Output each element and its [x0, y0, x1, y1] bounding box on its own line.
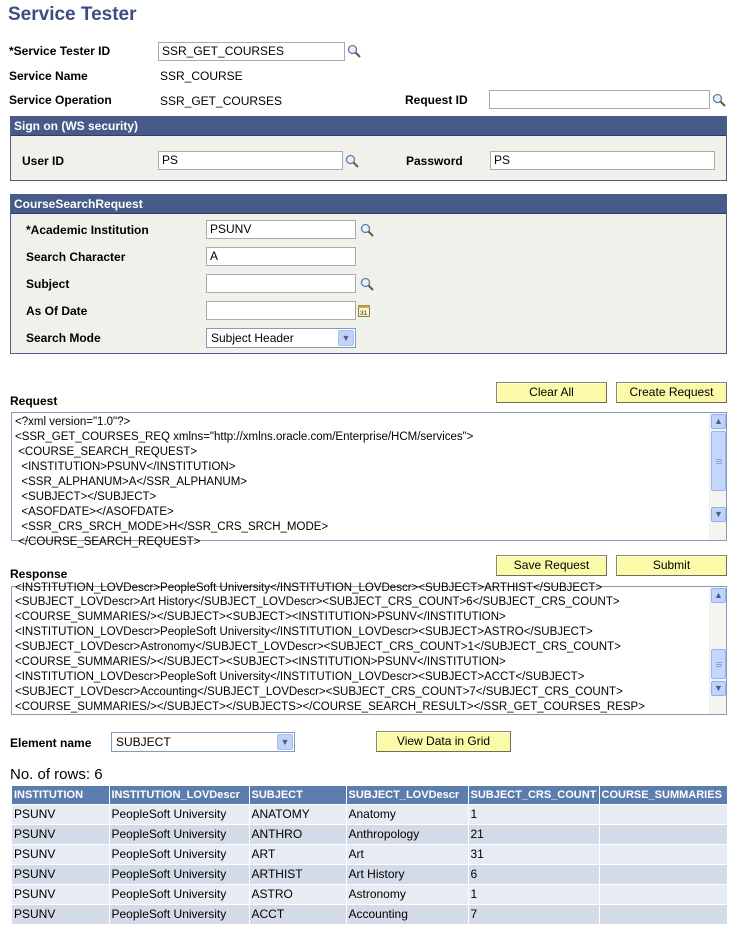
cell: 7 [468, 904, 599, 924]
cell: Anthropology [346, 824, 468, 844]
cell [599, 844, 727, 864]
response-line: <INSTITUTION_LOVDescr>PeopleSoft University</INSTITUTION_LOVDescr><SUBJECT>ACCT</SUBJECT> [15, 671, 585, 683]
cell: Astronomy [346, 884, 468, 904]
scroll-thumb[interactable] [711, 431, 726, 491]
cell: Art [346, 844, 468, 864]
search-mode-value: Subject Header [211, 331, 294, 345]
column-header: SUBJECT_CRS_COUNT [468, 786, 599, 804]
search-mode-label: Search Mode [26, 331, 101, 345]
course-search-panel-header: CourseSearchRequest [11, 195, 726, 214]
table-row [12, 864, 727, 884]
response-line: <SUBJECT_LOVDescr>Astronomy</SUBJECT_LOVDescr><SUBJECT_CRS_COUNT>1</SUBJECT_CRS_COUNT> [15, 641, 621, 653]
response-line: <INSTITUTION_LOVDescr>PeopleSoft University</INSTITUTION_LOVDescr><SUBJECT>ARTHIST</SUBJECT> [15, 582, 603, 594]
table-row [12, 844, 727, 864]
service-tester-id-label: *Service Tester ID [9, 44, 111, 58]
search-character-input[interactable]: A [206, 247, 356, 266]
calendar-icon[interactable] [358, 304, 370, 317]
cell: 21 [468, 824, 599, 844]
cell [599, 884, 727, 904]
element-name-value: SUBJECT [116, 735, 171, 749]
element-name-label: Element name [10, 736, 92, 750]
search-mode-select[interactable] [206, 328, 356, 348]
response-line: <COURSE_SUMMARIES/></SUBJECT><SUBJECT><INSTITUTION>PSUNV</INSTITUTION> [15, 611, 506, 623]
scroll-up-icon[interactable]: ▲ [711, 588, 726, 603]
lookup-icon[interactable] [712, 93, 726, 107]
as-of-date-input[interactable] [206, 301, 356, 320]
cell: ACCT [249, 904, 346, 924]
cell: PSUNV [12, 904, 109, 924]
lookup-icon[interactable] [347, 44, 361, 58]
column-header: SUBJECT_LOVDescr [346, 786, 468, 804]
cell: 1 [468, 804, 599, 824]
request-line: <INSTITUTION>PSUNV</INSTITUTION> [15, 461, 236, 473]
submit-button[interactable]: Submit [616, 555, 727, 576]
user-id-label: User ID [22, 154, 65, 168]
cell: PeopleSoft University [109, 864, 249, 884]
cell [599, 824, 727, 844]
page-title: Service Tester [8, 4, 137, 25]
password-input[interactable]: PS [490, 151, 715, 170]
academic-institution-label: *Academic Institution [26, 223, 149, 237]
cell [599, 864, 727, 884]
table-row [12, 904, 727, 924]
lookup-icon[interactable] [345, 154, 359, 168]
chevron-down-icon[interactable]: ▼ [338, 330, 354, 346]
cell: 6 [468, 864, 599, 884]
password-label: Password [406, 154, 463, 168]
column-header: INSTITUTION [12, 786, 109, 804]
service-tester-id-input[interactable]: SSR_GET_COURSES [158, 42, 345, 61]
cell: Anatomy [346, 804, 468, 824]
lookup-icon[interactable] [360, 223, 374, 237]
response-line: <COURSE_SUMMARIES/></SUBJECT><SUBJECT><INSTITUTION>PSUNV</INSTITUTION> [15, 656, 506, 668]
column-header: COURSE_SUMMARIES [599, 786, 727, 804]
response-scrollbar[interactable] [709, 587, 726, 714]
create-request-button[interactable]: Create Request [616, 382, 727, 403]
search-character-label: Search Character [26, 250, 126, 264]
request-line: </COURSE_SEARCH_REQUEST> [15, 536, 201, 548]
cell: PeopleSoft University [109, 904, 249, 924]
scroll-down-icon[interactable]: ▼ [711, 681, 726, 696]
response-label: Response [10, 567, 68, 581]
column-header: SUBJECT [249, 786, 346, 804]
table-row [12, 804, 727, 824]
column-header: INSTITUTION_LOVDescr [109, 786, 249, 804]
save-request-button[interactable]: Save Request [496, 555, 607, 576]
cell: PSUNV [12, 884, 109, 904]
cell: ANATOMY [249, 804, 346, 824]
scroll-up-icon[interactable]: ▲ [711, 414, 726, 429]
service-operation-label: Service Operation [9, 93, 112, 107]
cell: Art History [346, 864, 468, 884]
scroll-thumb[interactable] [711, 649, 726, 679]
request-id-label: Request ID [405, 93, 468, 107]
request-line: <?xml version="1.0"?> [15, 416, 131, 428]
academic-institution-input[interactable]: PSUNV [206, 220, 356, 239]
request-line: <COURSE_SEARCH_REQUEST> [15, 446, 198, 458]
response-line: <SUBJECT_LOVDescr>Art History</SUBJECT_LOVDescr><SUBJECT_CRS_COUNT>6</SUBJECT_CRS_COUNT> [15, 596, 620, 608]
cell: PeopleSoft University [109, 844, 249, 864]
cell: 1 [468, 884, 599, 904]
cell: ANTHRO [249, 824, 346, 844]
cell: PeopleSoft University [109, 884, 249, 904]
subject-input[interactable] [206, 274, 356, 293]
response-line: <COURSE_SUMMARIES/></SUBJECT></SUBJECTS></COURSE_SEARCH_RESULT></SSR_GET_COURSES_RESP> [15, 701, 645, 713]
cell: PSUNV [12, 844, 109, 864]
service-name-value: SSR_COURSE [160, 69, 243, 83]
service-operation-value: SSR_GET_COURSES [160, 94, 283, 108]
request-label: Request [10, 394, 58, 408]
cell: ASTRO [249, 884, 346, 904]
response-textarea[interactable] [11, 582, 727, 715]
lookup-icon[interactable] [360, 277, 374, 291]
as-of-date-label: As Of Date [26, 304, 88, 318]
request-textarea[interactable] [11, 412, 727, 548]
response-line: <INSTITUTION_LOVDescr>PeopleSoft University</INSTITUTION_LOVDescr><SUBJECT>ASTRO</SUBJECT> [15, 626, 593, 638]
course-search-panel [10, 194, 727, 354]
cell: Accounting [346, 904, 468, 924]
sign-on-panel-header: Sign on (WS security) [11, 117, 726, 136]
table-row [12, 824, 727, 844]
cell [599, 904, 727, 924]
request-line: <SSR_GET_COURSES_REQ xmlns="http://xmlns.oracle.com/Enterprise/HCM/services"> [15, 431, 474, 443]
cell: PeopleSoft University [109, 804, 249, 824]
request-scrollbar[interactable] [709, 413, 726, 540]
table-row [12, 884, 727, 904]
request-line: <SSR_ALPHANUM>A</SSR_ALPHANUM> [15, 476, 248, 488]
scroll-down-icon[interactable]: ▼ [711, 507, 726, 522]
element-name-select[interactable] [111, 732, 295, 752]
view-data-in-grid-button[interactable]: View Data in Grid [376, 731, 511, 752]
cell: 31 [468, 844, 599, 864]
service-name-label: Service Name [9, 69, 88, 83]
cell: ART [249, 844, 346, 864]
request-id-input[interactable] [489, 90, 710, 109]
cell [599, 804, 727, 824]
user-id-input[interactable]: PS [158, 151, 343, 170]
request-line: <ASOFDATE></ASOFDATE> [15, 506, 174, 518]
cell: PSUNV [12, 824, 109, 844]
row-count: No. of rows: 6 [10, 766, 103, 783]
response-line: <SUBJECT_LOVDescr>Accounting</SUBJECT_LOVDescr><SUBJECT_CRS_COUNT>7</SUBJECT_CRS_COUNT> [15, 686, 623, 698]
cell: PeopleSoft University [109, 824, 249, 844]
data-grid [12, 786, 728, 925]
clear-all-button[interactable]: Clear All [496, 382, 607, 403]
cell: PSUNV [12, 804, 109, 824]
chevron-down-icon[interactable]: ▼ [277, 734, 293, 750]
cell: ARTHIST [249, 864, 346, 884]
request-line: <SUBJECT></SUBJECT> [15, 491, 157, 503]
request-line: <SSR_CRS_SRCH_MODE>H</SSR_CRS_SRCH_MODE> [15, 521, 329, 533]
svg-text:31: 31 [360, 310, 368, 317]
subject-label: Subject [26, 277, 70, 291]
cell: PSUNV [12, 864, 109, 884]
sign-on-panel [10, 116, 727, 181]
